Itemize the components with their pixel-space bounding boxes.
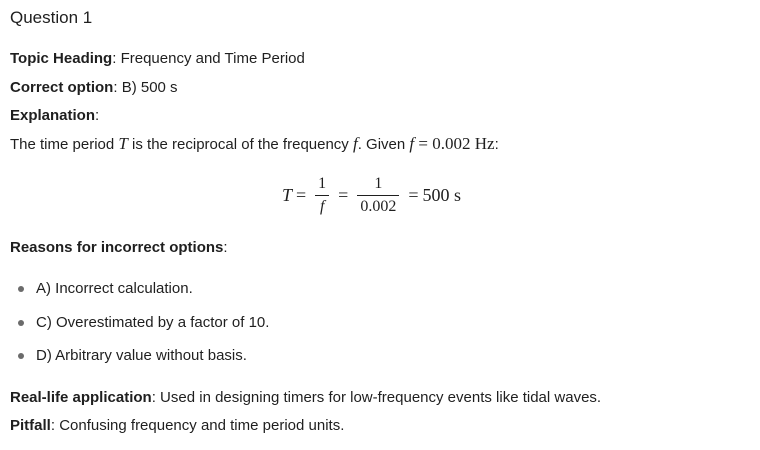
application-label: Real-life application [10, 389, 152, 406]
explanation-heading [10, 107, 99, 124]
formula-equals: = [338, 184, 349, 205]
bullet-icon [18, 286, 24, 292]
explanation-text-part: : [494, 136, 499, 153]
bullet-icon [18, 353, 24, 359]
explanation-text-part: The time period [10, 136, 119, 153]
reasons-sep: : [223, 239, 228, 256]
pitfall-value: Confusing frequency and time period units. [59, 417, 345, 434]
correct-option-sep: : [113, 79, 122, 96]
list-item-text: A) Incorrect calculation. [36, 280, 193, 297]
pitfall-line [10, 417, 344, 434]
explanation-text-part: . Given [357, 136, 410, 153]
formula-result: 500 s [422, 184, 461, 205]
formula-fraction-2 [357, 175, 399, 216]
explanation-text-part: is the reciprocal of the frequency [127, 136, 353, 153]
explanation-sep: : [95, 107, 100, 124]
reasons-label: Reasons for incorrect options [10, 239, 224, 256]
formula-fraction-1 [315, 175, 329, 216]
list-item [18, 347, 247, 364]
list-item [18, 314, 269, 331]
correct-option-line [10, 79, 178, 96]
list-item-text: C) Overestimated by a factor of 10. [36, 314, 270, 331]
formula-equals: = [296, 184, 307, 205]
bullet-icon [18, 320, 24, 326]
formula-equals: = [408, 184, 419, 205]
correct-option-label: Correct option [10, 79, 114, 96]
period-symbol: T [118, 134, 128, 153]
frequency-symbol: f [352, 134, 358, 153]
explanation-label: Explanation [10, 107, 96, 124]
correct-option-value: B) 500 s [121, 79, 178, 96]
fraction-numerator: 1 [318, 174, 327, 192]
application-sep: : [151, 389, 161, 406]
period-formula [282, 170, 461, 220]
frequency-symbol: f [409, 134, 415, 153]
question-title: Question 1 [10, 8, 93, 27]
application-value: Used in designing timers for low-frequency events like tidal waves. [160, 389, 602, 406]
pitfall-sep: : [50, 417, 60, 434]
reasons-heading [10, 239, 228, 256]
topic-heading-sep: : [112, 50, 121, 67]
topic-heading-value: Frequency and Time Period [120, 50, 305, 67]
given-value: = 0.002 Hz [414, 134, 495, 153]
fraction-denominator: f [319, 197, 325, 215]
real-life-application-line [10, 389, 601, 406]
topic-heading-label: Topic Heading [10, 50, 113, 67]
pitfall-label: Pitfall [10, 417, 51, 434]
fraction-numerator: 1 [374, 174, 383, 192]
fraction-denominator: 0.002 [360, 197, 397, 215]
list-item-text: D) Arbitrary value without basis. [36, 347, 247, 364]
explanation-text [10, 134, 499, 154]
formula-lhs: T [282, 184, 293, 205]
topic-heading-line [10, 50, 305, 67]
list-item [18, 280, 193, 297]
